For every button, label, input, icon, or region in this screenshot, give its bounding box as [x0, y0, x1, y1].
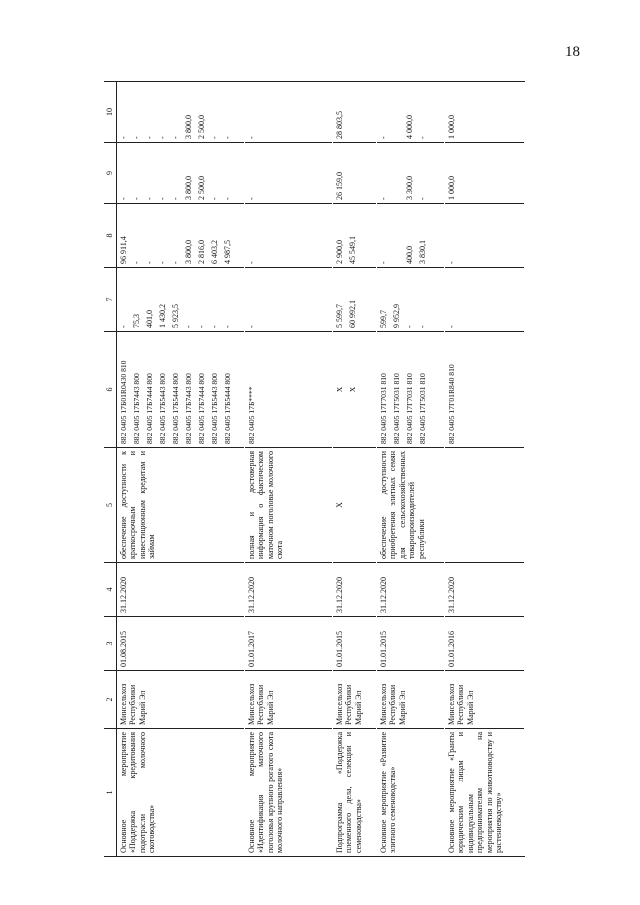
- value-col-7: [376, 268, 444, 332]
- value-col-7-line: 5 923,5: [170, 304, 180, 328]
- value-col-10-line: 2 500,0: [196, 115, 206, 139]
- col-header-8: 8: [104, 204, 116, 268]
- table-row: [376, 82, 444, 857]
- budget-code: [244, 332, 332, 448]
- measure-name: Подпрограмма «Поддержка племенного дела, селекции и семеноводства»: [332, 729, 376, 857]
- budget-code-line: 882 0405 17Г01R840 810: [446, 364, 456, 444]
- value-col-9: [332, 143, 376, 204]
- budget-code-line: 882 0405 17Г5031 810: [417, 373, 427, 444]
- budget-code-line: Х: [347, 386, 357, 393]
- col-header-9: 9: [104, 143, 116, 204]
- value-col-9-line: 1 000,0: [446, 176, 456, 200]
- value-col-7: [116, 268, 244, 332]
- budget-code: [116, 332, 244, 448]
- table-row: [444, 82, 524, 857]
- value-col-8-line: 3 800,0: [183, 240, 193, 264]
- value-col-9-line: -: [131, 197, 141, 200]
- value-col-8-line: -: [246, 261, 256, 264]
- value-col-8-line: 96 911,4: [118, 236, 128, 264]
- executor: Минсельхоз Республики Марий Эл: [116, 671, 244, 729]
- budget-code-line: 882 0405 17Б5444 800: [170, 373, 180, 444]
- value-col-9-line: -: [246, 197, 256, 200]
- value-col-7-line: -: [118, 325, 128, 328]
- value-col-7: [444, 268, 524, 332]
- end-date: 31.12.2020: [444, 563, 524, 617]
- end-date: 31.12.2020: [376, 563, 444, 617]
- value-col-7-line: 60 992,1: [347, 300, 357, 328]
- value-col-7-line: 599,7: [378, 310, 388, 328]
- value-col-9-line: -: [417, 197, 427, 200]
- value-col-9-line: -: [144, 197, 154, 200]
- value-col-10-line: -: [209, 136, 219, 139]
- end-date: 31.12.2020: [332, 563, 376, 617]
- budget-code-line: 882 0405 17Б01R0430 810: [118, 360, 128, 444]
- budget-code-line: 882 0405 17Г7031 810: [378, 373, 388, 444]
- value-col-10: [444, 82, 524, 143]
- value-col-8-line: -: [144, 261, 154, 264]
- value-col-10-line: 3 800,0: [183, 115, 193, 139]
- value-col-8: [376, 204, 444, 268]
- executor: Минсельхоз Республики Марий Эл: [244, 671, 332, 729]
- value-col-10-line: -: [118, 136, 128, 139]
- col-header-6: 6: [104, 332, 116, 448]
- start-date: 01.01.2016: [444, 617, 524, 671]
- budget-code: [444, 332, 524, 448]
- value-col-7-line: -: [417, 325, 427, 328]
- value-col-7-line: 75,3: [131, 314, 141, 328]
- budget-code-line: 882 0405 17Б5443 800: [209, 373, 219, 444]
- start-date: 01.01.2017: [244, 617, 332, 671]
- executor: Минсельхоз Республики Марий Эл: [376, 671, 444, 729]
- column-number-row: [104, 82, 116, 857]
- value-col-10-line: -: [417, 136, 427, 139]
- value-col-7-line: 5 599,7: [334, 304, 344, 328]
- value-col-9-line: [348, 146, 361, 200]
- table-row: [244, 82, 332, 857]
- value-col-10-line: -: [144, 136, 154, 139]
- budget-code: [376, 332, 444, 448]
- col-header-5: 5: [104, 448, 116, 563]
- measure-name: Основное мероприятие «Идентификация маточного поголовья крупного рогатого скота молочного направления»: [244, 729, 332, 857]
- value-col-8-line: 2 816,0: [196, 240, 206, 264]
- value-col-8-line: -: [378, 261, 388, 264]
- value-col-9-line: 3 300,0: [404, 176, 414, 200]
- value-col-8-line: 6 403,2: [209, 240, 219, 264]
- value-col-10-line: 4 000,0: [404, 115, 414, 139]
- value-col-7: [332, 268, 376, 332]
- budget-code-line: 882 0405 17Г5031 810: [391, 373, 401, 444]
- value-col-10-line: -: [222, 136, 232, 139]
- col-header-3: 3: [104, 617, 116, 671]
- budget-code-line: 882 0405 17Б****: [246, 386, 256, 444]
- value-col-10-line: -: [378, 136, 388, 139]
- value-col-7-line: -: [196, 325, 206, 328]
- value-col-7-line: 9 952,9: [391, 304, 401, 328]
- value-col-7: [244, 268, 332, 332]
- page-number: 18: [565, 44, 580, 60]
- measure-name: Основное мероприятие «Поддержка кредитования подотрасли молочного скотоводства»: [116, 729, 244, 857]
- value-col-9: [444, 143, 524, 204]
- value-col-9-line: -: [157, 197, 167, 200]
- executor: Минсельхоз Республики Марий Эл: [444, 671, 524, 729]
- value-col-9-line: 2 500,0: [196, 176, 206, 200]
- value-col-8: [332, 204, 376, 268]
- value-col-7-line: -: [222, 325, 232, 328]
- value-col-7-line: -: [246, 325, 256, 328]
- value-col-7-line: 1 430,2: [157, 304, 167, 328]
- expected-result: [444, 448, 524, 563]
- executor: Минсельхоз Республики Марий Эл: [332, 671, 376, 729]
- value-col-9-line: 3 800,0: [183, 176, 193, 200]
- value-col-8: [244, 204, 332, 268]
- value-col-8-line: [392, 207, 405, 264]
- start-date: 01.01.2015: [376, 617, 444, 671]
- expected-result: полная и достоверная информация о фактическом маточном поголовье молочного скота: [244, 448, 332, 563]
- value-col-10: [332, 82, 376, 143]
- expected-result: обеспечение доступности приобретения элитных семян для сельскохозяйственных товаропроизводителей республики: [376, 448, 444, 563]
- value-col-8-line: 3 830,1: [417, 240, 427, 264]
- budget-code-line: 882 0405 17Б7443 800: [183, 373, 193, 444]
- value-col-8-line: -: [131, 261, 141, 264]
- value-col-9-line: 26 159,0: [334, 172, 344, 200]
- value-col-8-line: 4 987,5: [222, 240, 232, 264]
- value-col-7-line: 401,0: [144, 310, 154, 328]
- value-col-9-line: -: [170, 197, 180, 200]
- table-row: [332, 82, 376, 857]
- start-date: 01.01.2015: [332, 617, 376, 671]
- value-col-10-line: -: [246, 136, 256, 139]
- value-col-9: [116, 143, 244, 204]
- expected-result: обеспечение доступности к краткосрочным и инвестиционным кредитам и займам: [116, 448, 244, 563]
- value-col-10: [376, 82, 444, 143]
- value-col-9-line: -: [209, 197, 219, 200]
- value-col-9-line: -: [378, 197, 388, 200]
- value-col-10: [244, 82, 332, 143]
- budget-code: [332, 332, 376, 448]
- value-col-8: [444, 204, 524, 268]
- value-col-9-line: [392, 146, 405, 200]
- value-col-7-line: -: [209, 325, 219, 328]
- col-header-7: 7: [104, 268, 116, 332]
- value-col-7-line: -: [446, 325, 456, 328]
- table-body: [104, 82, 524, 857]
- expected-result: Х: [332, 448, 376, 563]
- value-col-8-line: 2 900,0: [334, 240, 344, 264]
- budget-code-line: 882 0405 17Б5444 800: [222, 373, 232, 444]
- col-header-10: 10: [104, 82, 116, 143]
- value-col-7-line: -: [183, 325, 193, 328]
- measure-name: Основное мероприятие «Развитие элитного семеноводства»: [376, 729, 444, 857]
- value-col-10-line: -: [131, 136, 141, 139]
- value-col-9-line: -: [222, 197, 232, 200]
- start-date: 01.08.2015: [116, 617, 244, 671]
- value-col-8-line: -: [446, 261, 456, 264]
- value-col-8-line: 400,0: [404, 246, 414, 264]
- value-col-10-line: -: [170, 136, 180, 139]
- value-col-10-line: -: [157, 136, 167, 139]
- value-col-10-line: [392, 85, 405, 139]
- value-col-10-line: 1 000,0: [446, 115, 456, 139]
- end-date: 31.12.2020: [244, 563, 332, 617]
- col-header-1: 1: [104, 729, 116, 857]
- budget-code-line: 882 0405 17Г7031 810: [404, 373, 414, 444]
- value-col-8-line: -: [157, 261, 167, 264]
- col-header-4: 4: [104, 563, 116, 617]
- value-col-10: [116, 82, 244, 143]
- value-col-8: [116, 204, 244, 268]
- budget-code-line: 882 0405 17Б7443 800: [131, 373, 141, 444]
- measures-table: [104, 81, 525, 857]
- value-col-8-line: -: [170, 261, 180, 264]
- end-date: 31.12.2020: [116, 563, 244, 617]
- budget-code-line: 882 0405 17Б7444 800: [196, 373, 206, 444]
- value-col-9: [244, 143, 332, 204]
- rotated-table-container: [104, 82, 584, 857]
- value-col-7-line: -: [404, 325, 414, 328]
- budget-code-line: Х: [334, 386, 344, 393]
- value-col-10-line: [348, 85, 361, 139]
- budget-code-line: 882 0405 17Б7444 800: [144, 373, 154, 444]
- budget-code-line: 882 0405 17Б5443 800: [157, 373, 167, 444]
- value-col-9: [376, 143, 444, 204]
- value-col-9-line: -: [118, 197, 128, 200]
- measure-name: Основное мероприятие «Гранты юридическим лицам и индивидуальным предпринимателям на мероприятия по животноводству и растениеводству»: [444, 729, 524, 857]
- col-header-2: 2: [104, 671, 116, 729]
- value-col-10-line: 28 803,5: [334, 111, 344, 139]
- value-col-8-line: 45 549,1: [347, 236, 357, 264]
- table-row: [116, 82, 244, 857]
